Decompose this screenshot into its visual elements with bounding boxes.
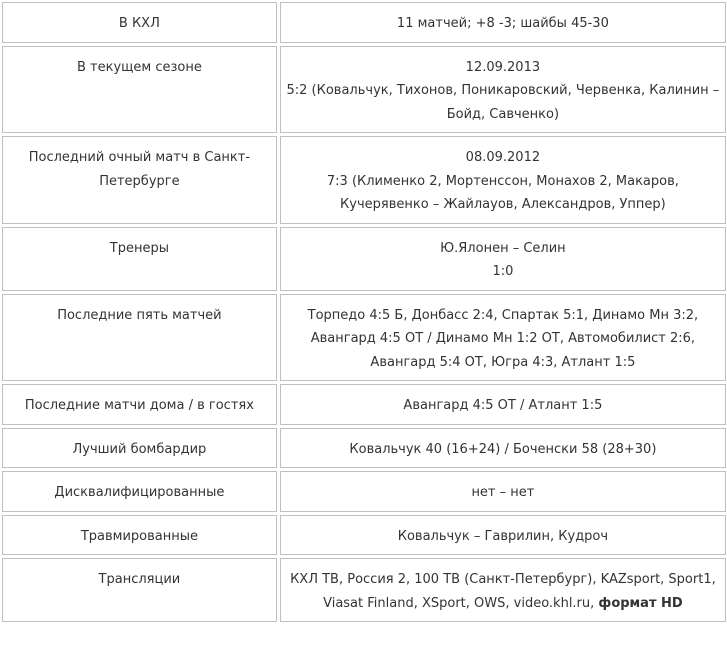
table-row: [2, 471, 726, 512]
row-value: [280, 428, 726, 469]
table-row: [2, 2, 726, 43]
row-label: Травмированные: [2, 515, 277, 556]
row-label: Дисквалифицированные: [2, 471, 277, 512]
value-line: 1:0: [492, 264, 514, 279]
value-line: 12.09.2013: [465, 59, 541, 75]
value-line: Торпедо 4:5 Б, Донбасс 2:4, Спартак 5:1, Динамо Мн 3:2, Авангард 4:5 ОТ / Динамо Мн 1:2 ОТ, Автомобилист 2:6, Авангард 5:4 ОТ, Югра 4:3, Атлант 1:5: [307, 307, 699, 370]
value-line: Ковальчук – Гаврилин, Кудроч: [397, 528, 609, 544]
row-label: Последние пять матчей: [2, 294, 277, 382]
row-label: Последний очный матч в Санкт-Петербурге: [2, 136, 277, 224]
table-row: [2, 46, 726, 134]
row-value: [280, 227, 726, 291]
value-line: 08.09.2012: [465, 150, 541, 165]
row-label: Лучший бомбардир: [2, 428, 277, 469]
row-label: В текущем сезоне: [2, 46, 277, 134]
row-value: [280, 384, 726, 425]
table-row: [2, 294, 726, 382]
row-value: [280, 515, 726, 556]
row-value: [280, 136, 726, 224]
row-label: Тренеры: [2, 227, 277, 291]
value-line: КХЛ ТВ, Россия 2, 100 ТВ (Санкт-Петербург), KAZsport, Sport1, Viasat Finland, XSport, OWS, video.khl.ru,: [290, 572, 716, 611]
value-line: 5:2 (Ковальчук, Тихонов, Поникаровский, Червенка, Калинин – Бойд, Савченко): [286, 83, 720, 122]
row-label: Трансляции: [2, 558, 277, 622]
value-line: Ковальчук 40 (16+24) / Боченски 58 (28+30): [349, 441, 657, 457]
value-line: 7:3 (Клименко 2, Мортенссон, Монахов 2, Макаров, Кучерявенко – Жайлауов, Александров, Уппер): [326, 173, 679, 212]
hd-format-note: формат HD: [598, 595, 683, 611]
table-row: [2, 515, 726, 556]
row-value: [280, 471, 726, 512]
row-value: [280, 294, 726, 382]
row-label: В КХЛ: [2, 2, 277, 43]
value-line: Авангард 4:5 ОТ / Атлант 1:5: [403, 398, 603, 413]
value-line: 11 матчей; +8 -3; шайбы 45-30: [396, 16, 609, 31]
table-row: [2, 428, 726, 469]
table-row: [2, 136, 726, 224]
value-line: Ю.Ялонен – Селин: [440, 240, 566, 256]
row-value: [280, 558, 726, 622]
row-label: Последние матчи дома / в гостях: [2, 384, 277, 425]
value-line: нет – нет: [471, 485, 535, 500]
table-row: [2, 384, 726, 425]
table-row: [2, 558, 726, 622]
table-row: [2, 227, 726, 291]
row-value: [280, 2, 726, 43]
row-value: [280, 46, 726, 134]
